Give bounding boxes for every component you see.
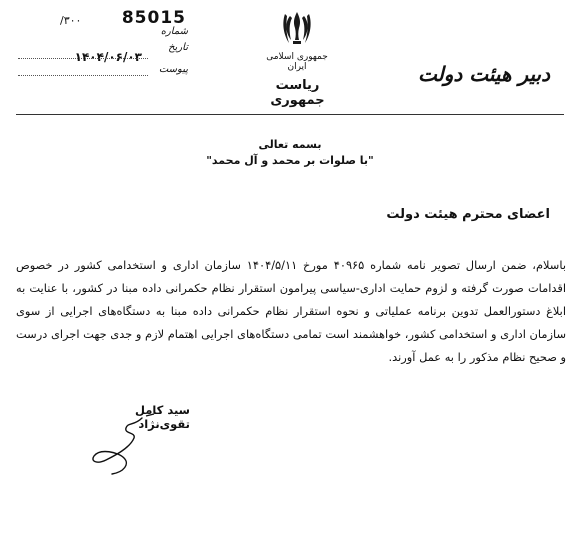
- header-divider: [16, 114, 564, 115]
- signer-name: سید کامل تقوی‌نژاد: [134, 403, 190, 431]
- salavat: "با صلوات بر محمد و آل محمد": [206, 154, 374, 167]
- number-row: [18, 8, 188, 37]
- number-value: 85015: [121, 8, 186, 28]
- date-row: [18, 40, 188, 64]
- handwritten-signature: [84, 412, 174, 482]
- date-label: تاریخ: [168, 42, 188, 53]
- number-prefix: ۳۰۰/: [60, 14, 82, 27]
- letter-paragraph: باسلام، ضمن ارسال تصویر نامه شماره ۴۰۹۶۵ مورخ ۱۴۰۴/۵/۱۱ سازمان اداری و استخدامی کشور در خصوص اقدامات صورت گرفته و لزوم حمایت اداری-سیاسی پیرامون استقرار نظام حکمرانی داده مبنا در کشور، با عنایت به ابلاغ دستورالعمل تدوین برنامه عملیاتی و نحوه استقرار نظام حکمرانی داده مبنا به دستگاه‌های اجرایی از سوی سازمان اداری و استخدامی کشور، خواهشمند است تمامی دستگاه‌های اجرایی اهتمام لازم و جدی جهت اجرای درست و صحیح نظام مذکور را به عمل آورند.: [16, 258, 566, 364]
- secretariat-title: دبیر هیئت دولت: [417, 62, 550, 86]
- attachment-label: پیوست: [158, 64, 188, 75]
- attachment-row: [18, 64, 188, 86]
- attachment-dotted-line: [18, 75, 148, 76]
- date-dotted-line: [18, 58, 148, 59]
- iran-emblem-icon: [281, 10, 313, 46]
- bismillah: بسمه تعالی: [258, 138, 322, 151]
- reference-block: [18, 10, 188, 100]
- government-name: جمهوری اسلامی ایران: [266, 52, 328, 72]
- recipient: اعضای محترم هیئت دولت: [386, 207, 550, 222]
- number-label: شماره: [160, 26, 188, 37]
- letter-body: [16, 254, 566, 369]
- presidency-title: ریاست جمهوری: [270, 78, 325, 108]
- date-value: ۱۴۰۴/۰۶/۰۳: [74, 50, 142, 64]
